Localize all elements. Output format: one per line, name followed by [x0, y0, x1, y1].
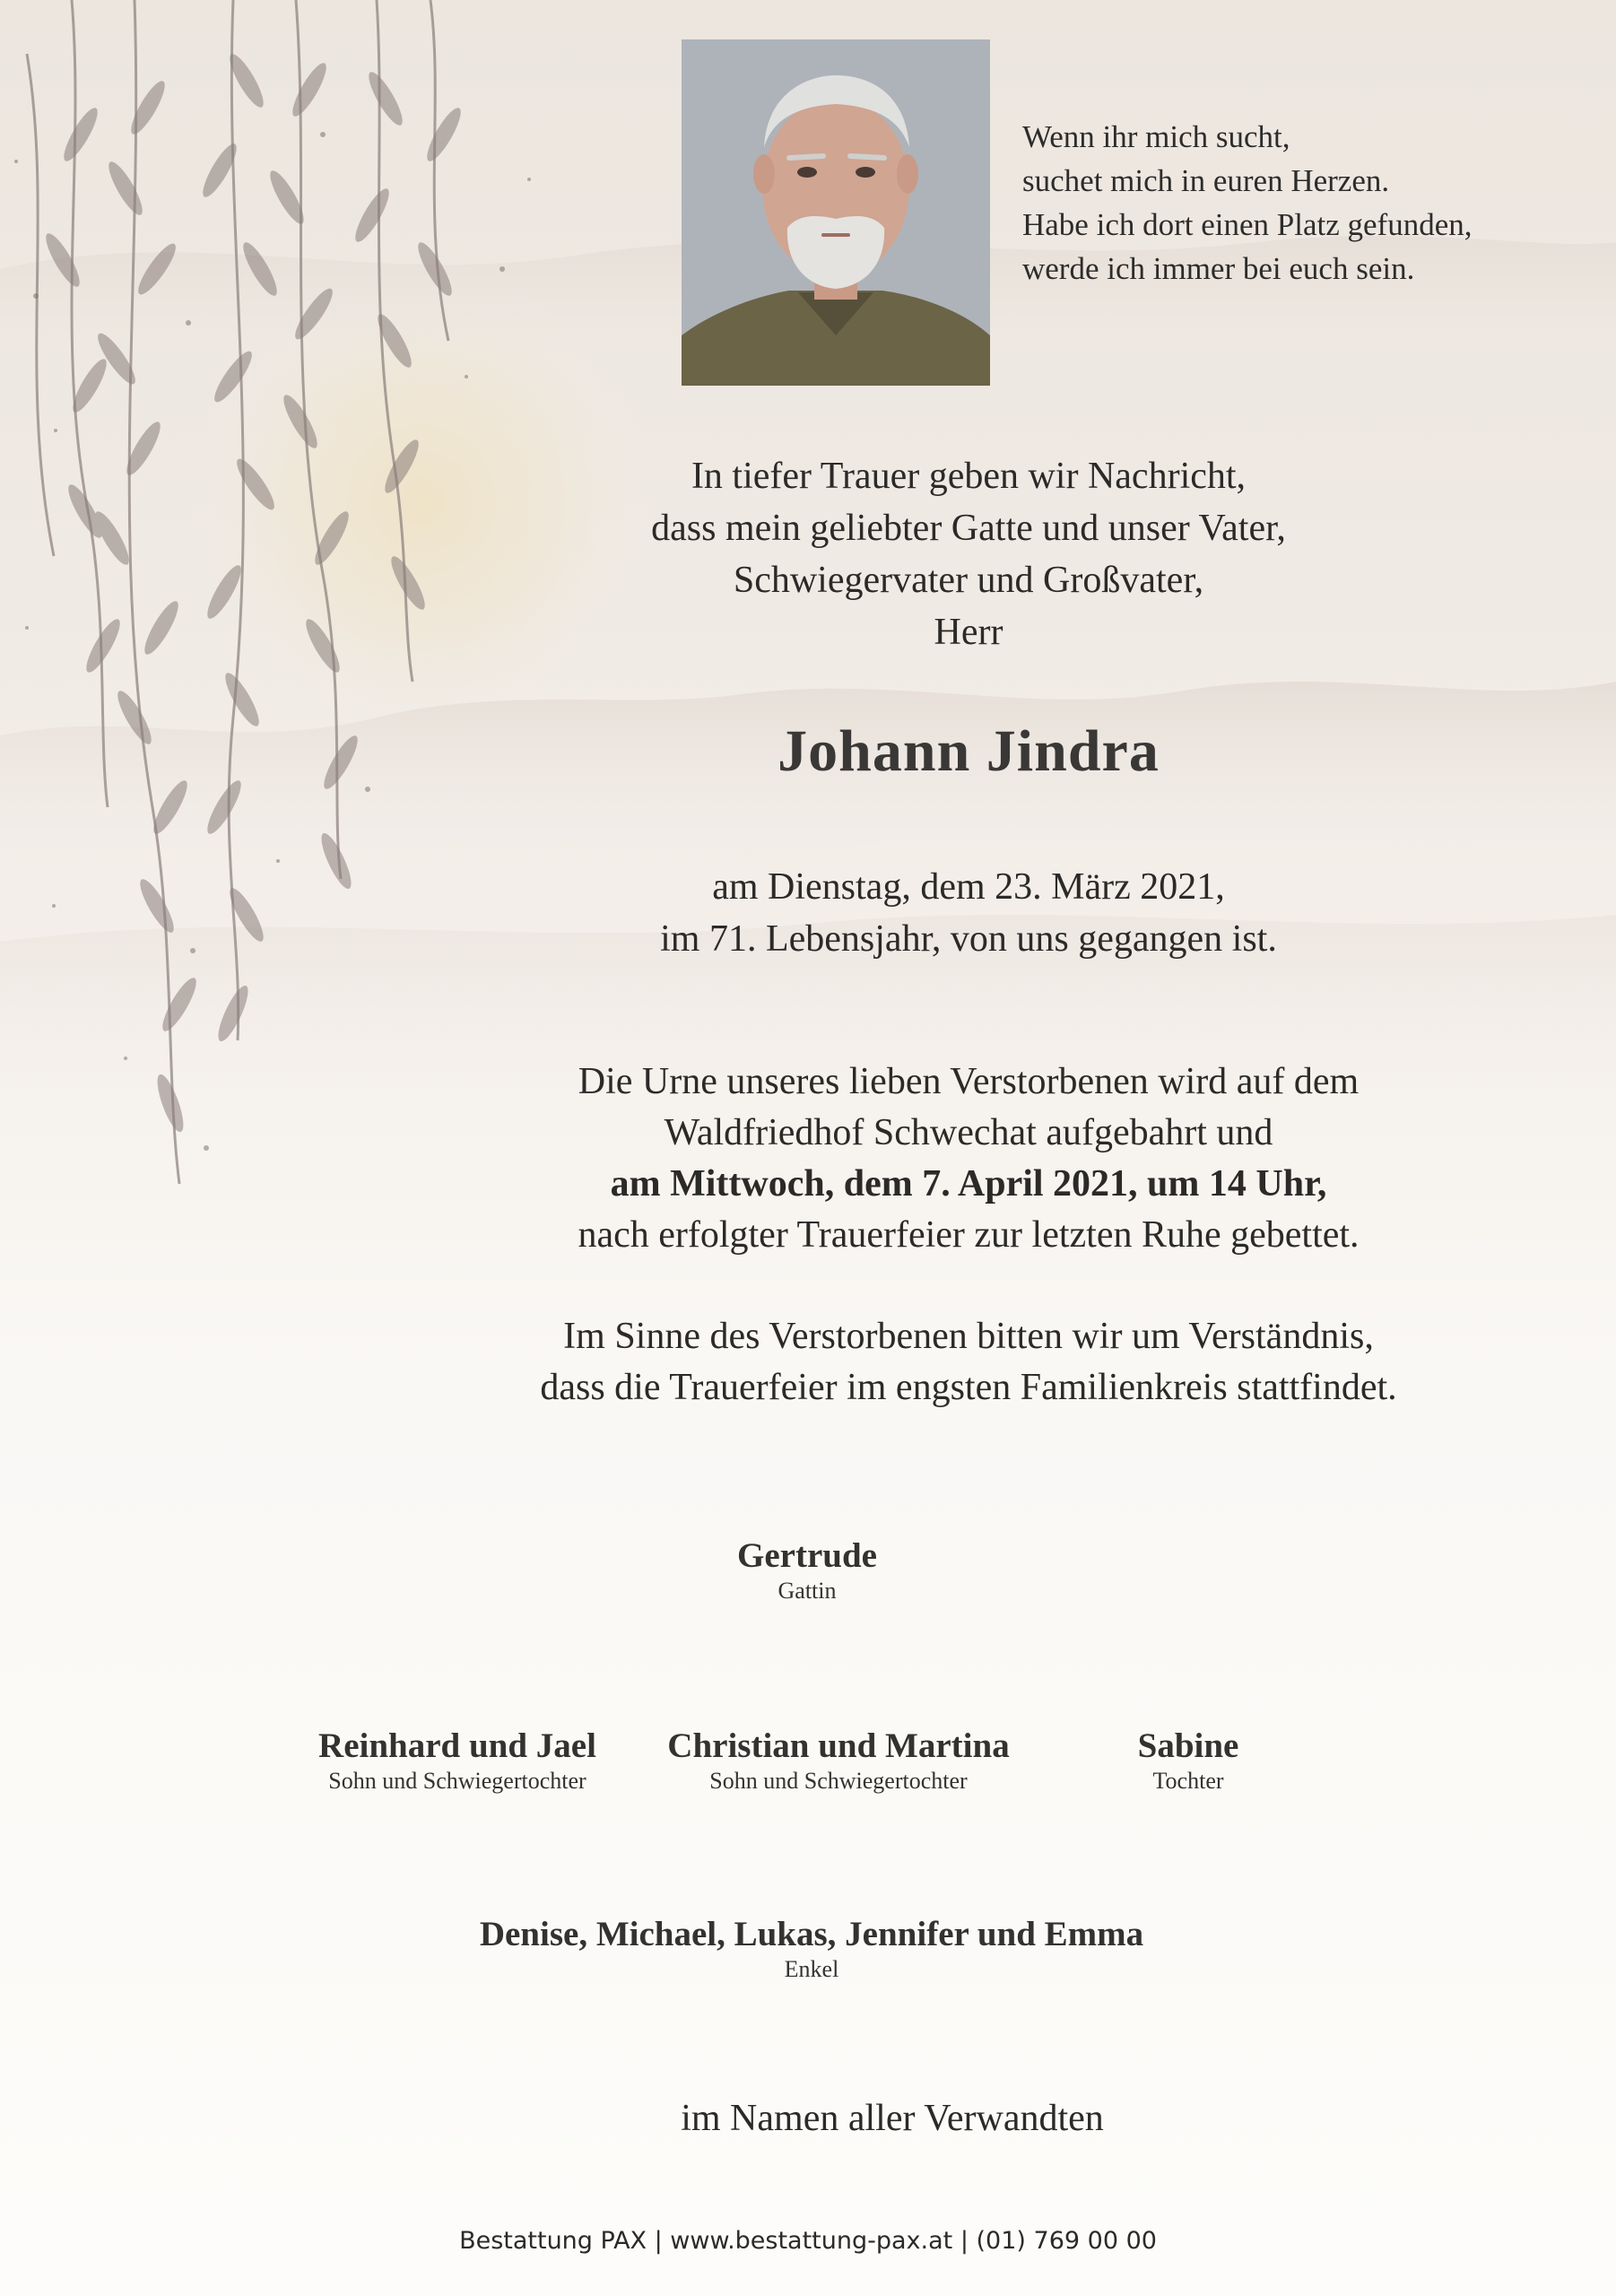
intro-line: Schwiegervater und Großvater,	[733, 560, 1204, 601]
mourner-grandchildren	[386, 1914, 1238, 1984]
mourner-name: Sabine	[1137, 1726, 1239, 1765]
mourner-name: Gertrude	[737, 1536, 877, 1575]
mourner-name: Christian und Martina	[667, 1726, 1010, 1765]
poem-line: werde ich immer bei euch sein.	[1022, 251, 1415, 286]
mourner-child	[1094, 1726, 1282, 1796]
mourner-role: Sohn und Schwiegertochter	[709, 1768, 968, 1794]
mourner-name: Reinhard und Jael	[318, 1726, 596, 1765]
date-line: im 71. Lebensjahr, von uns gegangen ist.	[660, 918, 1277, 960]
note-line: Im Sinne des Verstorbenen bitten wir um Verständnis,	[563, 1316, 1374, 1357]
funeral-home-footer: Bestattung PAX | www.bestattung-pax.at | (01) 769 00 00	[459, 2227, 1157, 2255]
note-line: dass die Trauerfeier im engsten Familienkreis stattfindet.	[540, 1367, 1397, 1408]
date-of-death	[386, 861, 1551, 965]
mourner-name: Denise, Michael, Lukas, Jennifer und Emma	[479, 1915, 1144, 1953]
funeral-line: Die Urne unseres lieben Verstorbenen wird auf dem	[578, 1061, 1360, 1102]
poem-line: suchet mich in euren Herzen.	[1022, 163, 1390, 198]
closing-line: im Namen aller Verwandten	[681, 2098, 1104, 2139]
deceased-name: Johann Jindra	[778, 718, 1160, 784]
funeral-details	[386, 1057, 1551, 1261]
mourner-role: Tochter	[1152, 1768, 1224, 1794]
intro-line: Herr	[934, 612, 1003, 653]
funeral-line: Waldfriedhof Schwechat aufgebahrt und	[664, 1112, 1273, 1153]
memorial-poem	[1022, 115, 1525, 291]
mourner-role: Gattin	[778, 1578, 837, 1604]
poem-line: Habe ich dort einen Platz gefunden,	[1022, 207, 1473, 242]
intro-line: In tiefer Trauer geben wir Nachricht,	[691, 456, 1247, 497]
portrait-photo	[682, 39, 990, 386]
mourner-role: Sohn und Schwiegertochter	[328, 1768, 586, 1794]
mourner-spouse	[673, 1535, 942, 1605]
private-ceremony-note	[386, 1311, 1551, 1413]
mourner-role: Enkel	[784, 1956, 839, 1982]
poem-line: Wenn ihr mich sucht,	[1022, 119, 1290, 154]
intro-line: dass mein geliebter Gatte und unser Vater,	[651, 508, 1286, 549]
announcement-intro	[386, 450, 1551, 658]
mourner-child	[287, 1726, 628, 1796]
date-line: am Dienstag, dem 23. März 2021,	[712, 866, 1225, 908]
funeral-date-line: am Mittwoch, dem 7. April 2021, um 14 Uhr,	[610, 1163, 1327, 1205]
mourner-child	[646, 1726, 1031, 1796]
funeral-line: nach erfolgter Trauerfeier zur letzten Ruhe gebettet.	[578, 1214, 1360, 1256]
